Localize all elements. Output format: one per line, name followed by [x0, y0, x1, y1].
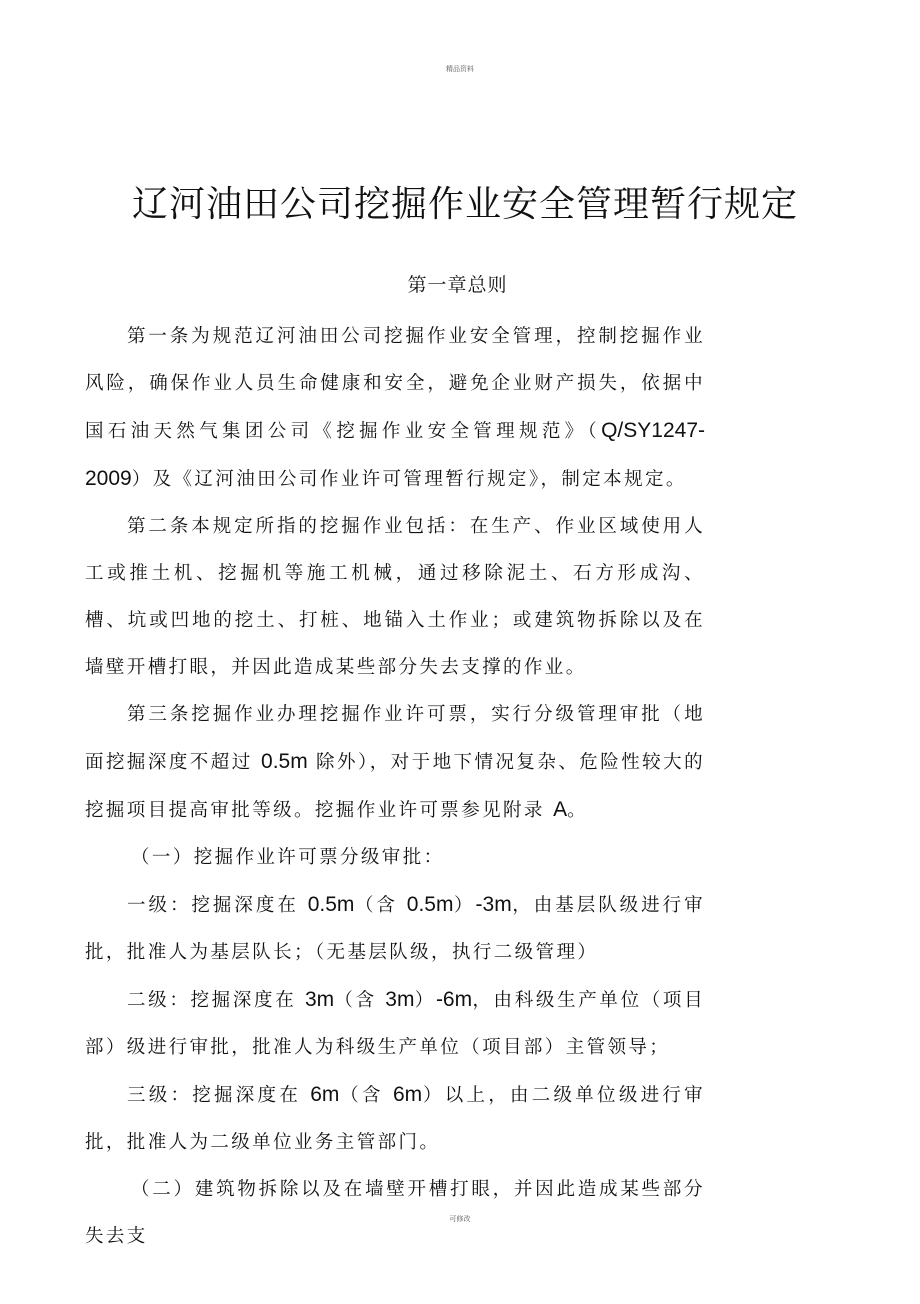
depth-value: 0.5m: [307, 893, 355, 916]
text-segment: 第二条本规定所指的挖掘作业包括：在生产、作业区域使用人工或推土机、挖掘机等施工机械，通过移除泥土、石方形成沟、槽、坑或凹地的挖土、打桩、地锚入土作业；或建筑物拆除以及在墙壁开槽打眼，并因此造成某些部分失去支撑的作业。: [85, 516, 705, 678]
text-segment: 。: [567, 800, 589, 821]
document-title: 辽河油田公司挖掘作业安全管理暂行规定: [131, 184, 798, 226]
text-segment: ）: [453, 895, 476, 916]
depth-value: -3m: [475, 893, 512, 916]
appendix-ref: A: [553, 798, 568, 821]
article-2-paragraph: [85, 503, 705, 691]
text-segment: ）: [414, 990, 436, 1011]
text-segment: （含: [334, 990, 386, 1011]
header-note: 精品资料: [446, 65, 474, 73]
text-segment: （含: [339, 1085, 393, 1106]
level-1-paragraph: [85, 881, 705, 976]
level-3-paragraph: [85, 1071, 705, 1166]
text-segment: ，由科级生产单位（项目部）级进行审批，批准人为科级生产单位（项目部）主管领导；: [85, 990, 705, 1058]
text-segment: 除外），对于地下情况复杂、危险性较大的挖掘项目提高审批等级。挖掘作业许可票参见附录: [85, 752, 705, 821]
text-segment: ）以上，由二级单位级进行审批，批准人为二级单位业务主管部门。: [85, 1085, 705, 1153]
article-3-paragraph: [85, 691, 705, 834]
depth-value: 3m: [304, 988, 335, 1011]
depth-value: 0.5m: [261, 750, 308, 773]
depth-value: 6m: [310, 1083, 340, 1106]
footer-note: 可修改: [449, 1215, 471, 1223]
text-segment: （一）挖掘作业许可票分级审批：: [131, 847, 445, 868]
depth-value: 6m: [392, 1083, 423, 1106]
level-2-paragraph: [85, 976, 705, 1071]
section-1-heading: [85, 834, 705, 881]
text-segment: （二）建筑物拆除以及在墙壁开槽打眼，并因此造成某些部分失去支: [85, 1179, 705, 1247]
depth-value: 0.5m: [406, 893, 454, 916]
article-1-paragraph: [85, 313, 705, 503]
text-segment: 三级：挖掘深度在: [127, 1085, 311, 1106]
section-2-heading: [85, 1166, 705, 1260]
document-body: [85, 313, 705, 1260]
text-segment: 第三条挖掘作业办理挖掘作业许可票，实行分级管理审批（地面挖掘深度不超过: [85, 704, 705, 773]
chapter-heading: 第一章总则: [407, 274, 508, 296]
depth-value: 3m: [385, 988, 415, 1011]
depth-value: -6m: [435, 988, 473, 1011]
text-segment: 一级：挖掘深度在: [127, 895, 308, 916]
text-segment: ）及《辽河油田公司作业许可管理暂行规定》，制定本规定。: [131, 469, 687, 490]
text-segment: 二级：挖掘深度在: [127, 990, 305, 1011]
text-segment: 第一条为规范辽河油田公司挖掘作业安全管理，控制挖掘作业风险，确保作业人员生命健康和安全，避免企业财产损失，依据中国石油天然气集团公司《挖掘作业安全管理规范》（: [85, 326, 705, 442]
text-segment: （含: [354, 895, 407, 916]
text-segment: ，由基层队级进行审批，批准人为基层队长；（无基层队级，执行二级管理）: [85, 895, 706, 963]
standard-code: Q/SY1247-2009: [85, 419, 705, 490]
